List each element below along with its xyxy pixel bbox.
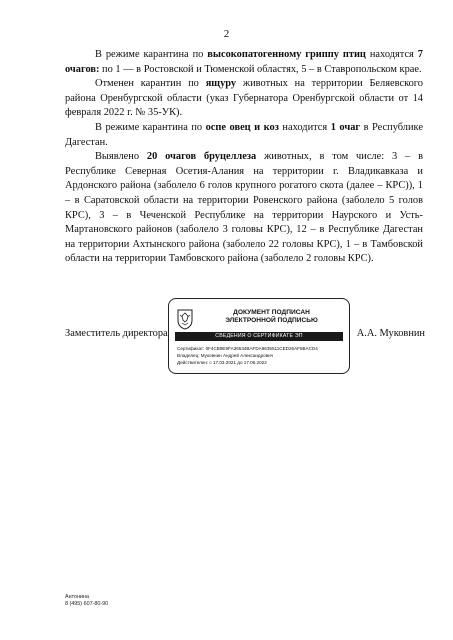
footer-contact — [65, 594, 108, 608]
paragraph-brucellosis — [65, 150, 423, 267]
text-run-bold: 1 очаг — [330, 121, 361, 133]
text-run-bold: ящуру — [205, 78, 237, 90]
text-run-bold: 20 очагов бруцеллеза — [146, 151, 257, 163]
electronic-signature-stamp — [168, 298, 350, 374]
footer-author: Антонина — [65, 594, 89, 600]
document-body — [65, 48, 423, 267]
stamp-owner: Владелец: Муковнин Андрей Александрович — [177, 353, 274, 358]
paragraph-fmd — [65, 77, 423, 121]
text-run: по 1 — в Ростовской и Тюменской областях, 5 – в Ставропольском крае. — [99, 63, 422, 75]
text-run: животных на территории Беляевского района Оренбургской области (указ Губернатора Оренбургской области от 14 февраля 2022 г. № 35-УК). — [65, 78, 423, 119]
coat-of-arms-icon — [176, 308, 194, 330]
stamp-title-line: ДОКУМЕНТ ПОДПИСАН — [233, 309, 310, 316]
signer-position: Заместитель директора — [65, 328, 168, 339]
text-run: в Республике Дагестан. — [65, 121, 423, 148]
paragraph-bird-flu — [65, 48, 423, 77]
stamp-validity: Действителен: с 17.03.2021 до 17.06.2022 — [177, 360, 267, 365]
footer-phone: 8 (495) 607-80-90 — [65, 601, 109, 607]
text-run-bold: оспе овец и коз — [205, 121, 279, 133]
text-run: В режиме карантина по — [95, 49, 208, 60]
stamp-certificate-header: СВЕДЕНИЯ О СЕРТИФИКАТЕ ЭП — [175, 332, 343, 341]
signer-name: А.А. Муковнин — [356, 328, 425, 339]
stamp-title — [199, 309, 344, 325]
paragraph-sheep-pox — [65, 121, 423, 150]
text-run: Отменен карантин по — [95, 78, 206, 90]
text-run: находятся — [365, 49, 418, 60]
text-run-bold: высокопатогенному гриппу птиц — [207, 49, 366, 60]
text-run-bold: 7 очагов: — [65, 49, 423, 75]
text-run: Выявлено — [95, 151, 147, 163]
stamp-title-line: ЭЛЕКТРОННОЙ ПОДПИСЬЮ — [225, 317, 318, 324]
text-run: животных, в том числе: 3 – в Республике Северная Осетия-Алания на территории г. Владикавказа и Ардонского района (заболело 6 голов крупного рогатого скота (далее – КРС)), 1 – в Саратовской области на территории Ровенского района (заболело 5 голов КРС), 3 – в Чеченской Республике на территории Наурского и Усть-Мартановского районов (заболело 3 головы КРС), 12 – в Республике Дагестан на территории Ахтынского района (заболело 22 головы КРС), 1 – в Тамбовской области на территории Тамбовского района (заболело 2 головы КРС). — [65, 151, 423, 265]
text-run: находится — [278, 121, 331, 133]
stamp-certificate-number: Сертификат: 0F4CB9E9FA36534BAFDA9635511CED26AF6BACD4 — [177, 346, 318, 351]
text-run: В режиме карантина по — [95, 121, 206, 133]
page-number: 2 — [223, 28, 230, 40]
